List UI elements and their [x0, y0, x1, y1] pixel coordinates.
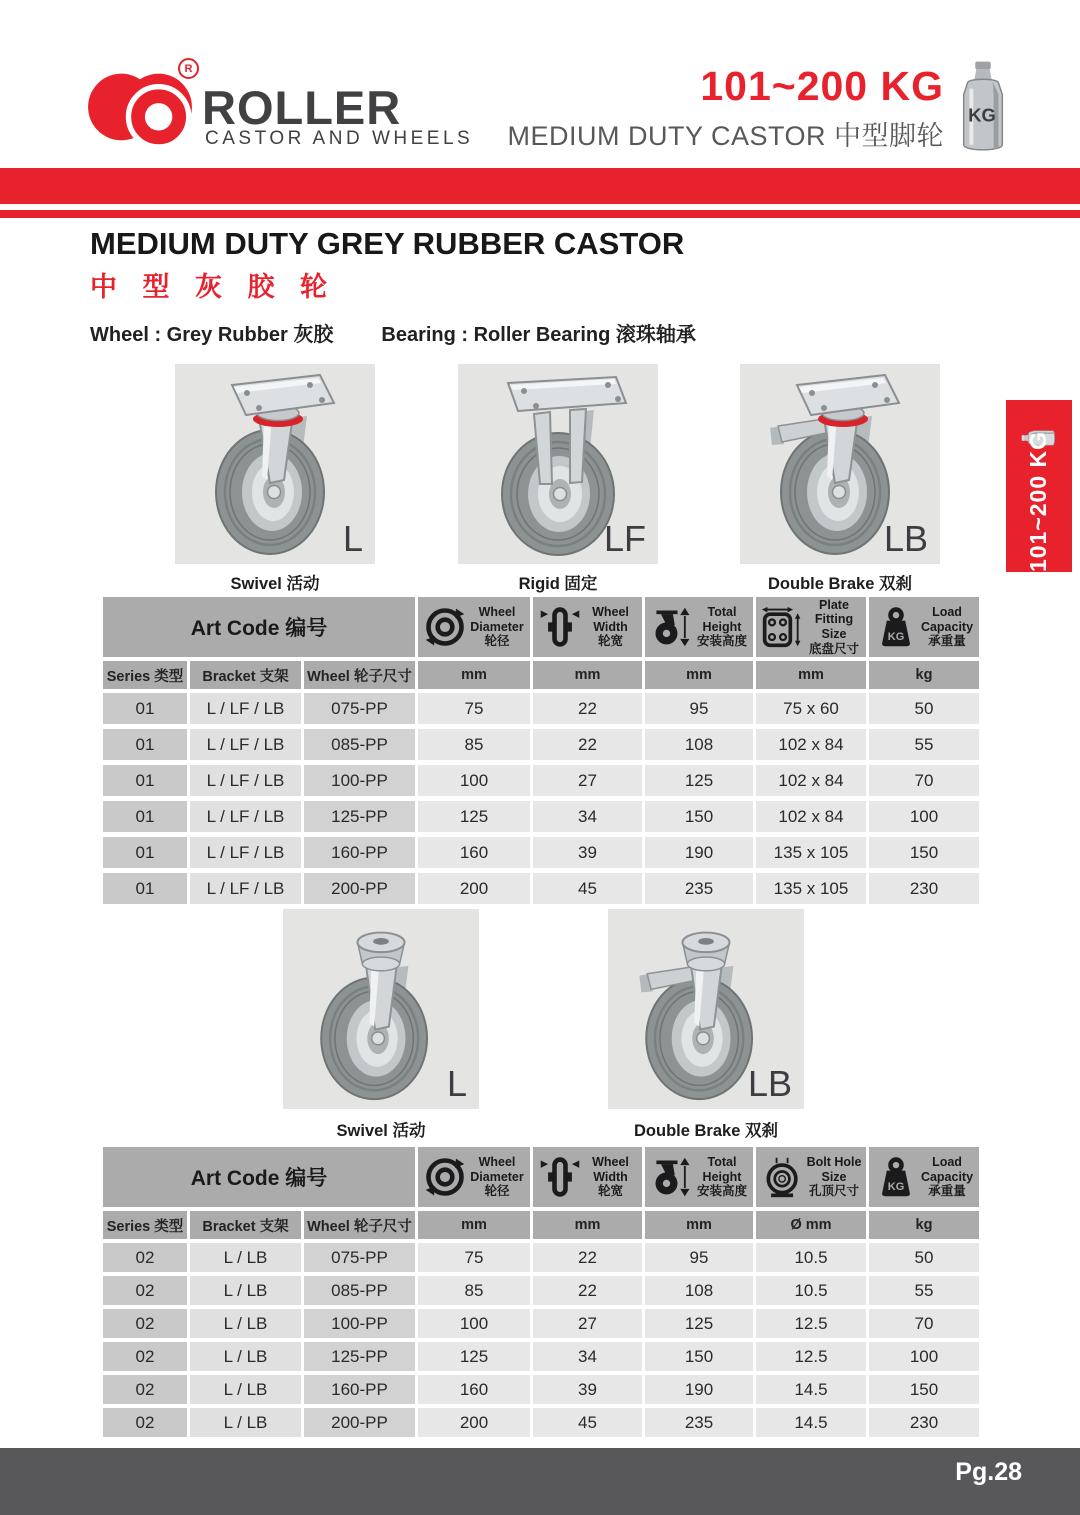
table-cell: 190: [645, 837, 753, 868]
load-capacity-icon: [874, 605, 918, 649]
spec-table-bolt-hole: [103, 1147, 979, 1441]
product-label: Swivel 活动: [230, 575, 320, 593]
table-cell: 95: [645, 1243, 753, 1272]
table-cell: 108: [645, 729, 753, 760]
table-header: [103, 1147, 979, 1207]
table-cell: L / LF / LB: [190, 765, 301, 796]
table-cell: 01: [103, 765, 187, 796]
table-cell: 200: [418, 873, 530, 904]
table-cell: 160: [418, 1375, 530, 1404]
product-card-bolt-brake: [608, 909, 804, 1109]
table-row: [103, 1342, 979, 1371]
total-height-icon: [650, 1155, 694, 1199]
table-cell: 85: [418, 729, 530, 760]
col-bolt-hole-size: Bolt Hole Size 孔顶尺寸: [756, 1147, 866, 1207]
table-cell: 55: [869, 1276, 979, 1305]
bolt-hole-size-icon: [761, 1155, 805, 1199]
table-cell: 27: [533, 765, 642, 796]
table-body: [103, 1243, 979, 1437]
table-cell: L / LB: [190, 1408, 301, 1437]
table-cell: L / LF / LB: [190, 837, 301, 868]
table-cell: 230: [869, 873, 979, 904]
column-header: Bracket 支架: [190, 1211, 301, 1239]
table-cell: 085-PP: [304, 729, 415, 760]
col-plate-fitting-size: Plate Fitting Size 底盘尺寸: [756, 597, 866, 657]
table-row: [103, 729, 979, 760]
table-cell: 10.5: [756, 1243, 866, 1272]
col-total-height: Total Height 安装高度: [645, 597, 753, 657]
table-cell: 100: [418, 1309, 530, 1338]
category-title: MEDIUM DUTY CASTOR 中型脚轮: [507, 121, 944, 151]
col-wheel-width: Wheel Width 轮宽: [533, 1147, 642, 1207]
kg-weight-icon: [954, 58, 1012, 158]
page-title-zh: 中 型 灰 胶 轮: [90, 272, 337, 302]
table-cell: 02: [103, 1375, 187, 1404]
weight-range: 101~200 KG: [700, 63, 944, 109]
table-row: [103, 1375, 979, 1404]
table-cell: L / LB: [190, 1375, 301, 1404]
svg-text:KG: KG: [887, 630, 905, 643]
wheel-diameter-icon: [423, 1155, 467, 1199]
art-code-header: Art Code 编号: [103, 1147, 415, 1207]
product-label: Double Brake 双刹: [634, 1122, 778, 1140]
table-cell: 200-PP: [304, 1408, 415, 1437]
column-header: Wheel 轮子尺寸: [304, 661, 415, 689]
table-cell: 160-PP: [304, 1375, 415, 1404]
table-row: [103, 693, 979, 724]
table-cell: 12.5: [756, 1309, 866, 1338]
table-cell: 27: [533, 1309, 642, 1338]
table-cell: 075-PP: [304, 693, 415, 724]
column-header: kg: [869, 661, 979, 689]
table-cell: 02: [103, 1309, 187, 1338]
table-row: [103, 837, 979, 868]
side-tab-label: 101~200 KG: [1025, 430, 1052, 572]
product-code: LB: [883, 518, 928, 559]
table-cell: 230: [869, 1408, 979, 1437]
column-header: mm: [645, 1211, 753, 1239]
table-cell: 45: [533, 873, 642, 904]
product-code: LB: [747, 1063, 792, 1104]
table-cell: 39: [533, 837, 642, 868]
table-cell: 160: [418, 837, 530, 868]
table-cell: 02: [103, 1342, 187, 1371]
wheel-diameter-icon: [423, 605, 467, 649]
table-cell: 39: [533, 1375, 642, 1404]
title-block: [90, 226, 696, 347]
table-cell: 200-PP: [304, 873, 415, 904]
table-row: [103, 873, 979, 904]
table-cell: 100-PP: [304, 1309, 415, 1338]
svg-text:KG: KG: [968, 104, 996, 126]
col-load-capacity: KG Load Capacity 承重量: [869, 597, 979, 657]
table-cell: 100: [869, 801, 979, 832]
column-header: mm: [533, 661, 642, 689]
table-cell: L / LF / LB: [190, 873, 301, 904]
col-load-capacity: KG Load Capacity 承重量: [869, 1147, 979, 1207]
svg-text:KG: KG: [887, 1180, 905, 1193]
table-cell: 02: [103, 1408, 187, 1437]
column-header: mm: [418, 1211, 530, 1239]
table-cell: 01: [103, 801, 187, 832]
table-cell: 22: [533, 729, 642, 760]
table-cell: 22: [533, 1276, 642, 1305]
table-cell: 85: [418, 1276, 530, 1305]
table-body: [103, 693, 979, 904]
table-cell: 12.5: [756, 1342, 866, 1371]
registered-mark: R: [178, 58, 199, 79]
table-cell: 150: [645, 1342, 753, 1371]
col-wheel-width: Wheel Width 轮宽: [533, 597, 642, 657]
table-row: [103, 765, 979, 796]
total-height-icon: [650, 605, 694, 649]
table-cell: 01: [103, 837, 187, 868]
brand-tagline: CASTOR AND WHEELS: [205, 128, 474, 149]
bearing-spec: Bearing : Roller Bearing 滚珠轴承: [381, 324, 696, 346]
plate-fitting-size-icon: [761, 605, 805, 649]
product-card-plate-swivel: [175, 364, 375, 564]
product-card-bolt-swivel: [283, 909, 479, 1109]
red-divider-bar-thick: [0, 168, 1080, 204]
table-cell: 95: [645, 693, 753, 724]
table-row: [103, 1408, 979, 1437]
wheel-width-icon: [538, 1155, 582, 1199]
table-cell: 108: [645, 1276, 753, 1305]
table-cell: 01: [103, 729, 187, 760]
table-cell: 75: [418, 693, 530, 724]
table-cell: 125: [645, 765, 753, 796]
table-cell: 75 x 60: [756, 693, 866, 724]
column-header: Wheel 轮子尺寸: [304, 1211, 415, 1239]
table-cell: 150: [645, 801, 753, 832]
table-cell: 102 x 84: [756, 765, 866, 796]
table-cell: 100: [869, 1342, 979, 1371]
table-row: [103, 1309, 979, 1338]
table-cell: 45: [533, 1408, 642, 1437]
table-cell: L / LB: [190, 1342, 301, 1371]
col-wheel-diameter: Wheel Diameter 轮径: [418, 1147, 530, 1207]
table-cell: L / LB: [190, 1276, 301, 1305]
table-cell: 102 x 84: [756, 801, 866, 832]
page-title-en: MEDIUM DUTY GREY RUBBER CASTOR: [90, 226, 685, 261]
column-header: mm: [645, 661, 753, 689]
table-cell: 02: [103, 1243, 187, 1272]
product-code: L: [446, 1063, 467, 1104]
table-cell: L / LF / LB: [190, 801, 301, 832]
product-card-plate-rigid: [458, 364, 658, 564]
footer-bar: [0, 1448, 1080, 1515]
table-cell: 14.5: [756, 1408, 866, 1437]
product-code: LF: [603, 518, 646, 559]
column-header: Series 类型: [103, 661, 187, 689]
side-weight-tab: [1006, 400, 1072, 572]
table-cell: 34: [533, 801, 642, 832]
table-cell: 22: [533, 693, 642, 724]
table-cell: 125: [418, 801, 530, 832]
table-cell: 50: [869, 693, 979, 724]
table-cell: L / LF / LB: [190, 729, 301, 760]
table-cell: 125: [418, 1342, 530, 1371]
load-capacity-icon: [874, 1155, 918, 1199]
column-header: mm: [418, 661, 530, 689]
wheel-width-icon: [538, 605, 582, 649]
table-subheader: [103, 661, 979, 689]
table-cell: 50: [869, 1243, 979, 1272]
column-header: kg: [869, 1211, 979, 1239]
column-header: Bracket 支架: [190, 661, 301, 689]
table-cell: 10.5: [756, 1276, 866, 1305]
product-code: L: [342, 518, 363, 559]
table-subheader: [103, 1211, 979, 1239]
table-cell: 34: [533, 1342, 642, 1371]
table-row: [103, 1276, 979, 1305]
table-cell: 75: [418, 1243, 530, 1272]
table-cell: 100: [418, 765, 530, 796]
table-cell: 190: [645, 1375, 753, 1404]
col-total-height: Total Height 安装高度: [645, 1147, 753, 1207]
column-header: mm: [533, 1211, 642, 1239]
table-cell: 235: [645, 1408, 753, 1437]
table-cell: 150: [869, 1375, 979, 1404]
red-divider-bar-thin: [0, 210, 1080, 218]
table-cell: 150: [869, 837, 979, 868]
brand-name: ROLLER: [202, 81, 402, 134]
table-row: [103, 1243, 979, 1272]
table-cell: 22: [533, 1243, 642, 1272]
table-cell: 160-PP: [304, 837, 415, 868]
table-cell: 01: [103, 873, 187, 904]
product-card-plate-brake: [740, 364, 940, 564]
table-cell: L / LB: [190, 1309, 301, 1338]
table-cell: L / LB: [190, 1243, 301, 1272]
table-cell: 01: [103, 693, 187, 724]
table-cell: 085-PP: [304, 1276, 415, 1305]
table-cell: 55: [869, 729, 979, 760]
col-wheel-diameter: Wheel Diameter 轮径: [418, 597, 530, 657]
table-cell: 135 x 105: [756, 873, 866, 904]
table-cell: 135 x 105: [756, 837, 866, 868]
table-cell: 235: [645, 873, 753, 904]
table-cell: 125-PP: [304, 801, 415, 832]
table-cell: 100-PP: [304, 765, 415, 796]
table-cell: 14.5: [756, 1375, 866, 1404]
column-header: Ø mm: [756, 1211, 866, 1239]
table-cell: 70: [869, 1309, 979, 1338]
table-cell: L / LF / LB: [190, 693, 301, 724]
table-row: [103, 801, 979, 832]
table-cell: 200: [418, 1408, 530, 1437]
product-label: Rigid 固定: [518, 575, 598, 593]
page-number: Pg.28: [955, 1458, 1022, 1486]
table-cell: 125: [645, 1309, 753, 1338]
table-cell: 075-PP: [304, 1243, 415, 1272]
art-code-header: Art Code 编号: [103, 597, 415, 657]
product-label: Swivel 活动: [336, 1122, 426, 1140]
table-cell: 02: [103, 1276, 187, 1305]
brand-mark-icon: [88, 58, 192, 156]
column-header: Series 类型: [103, 1211, 187, 1239]
table-header: [103, 597, 979, 657]
column-header: mm: [756, 661, 866, 689]
wheel-spec: Wheel : Grey Rubber 灰胶: [90, 324, 334, 346]
table-cell: 70: [869, 765, 979, 796]
table-cell: 102 x 84: [756, 729, 866, 760]
spec-table-plate: [103, 597, 979, 909]
table-cell: 125-PP: [304, 1342, 415, 1371]
header-right: [507, 58, 1012, 158]
product-label: Double Brake 双刹: [768, 575, 912, 593]
